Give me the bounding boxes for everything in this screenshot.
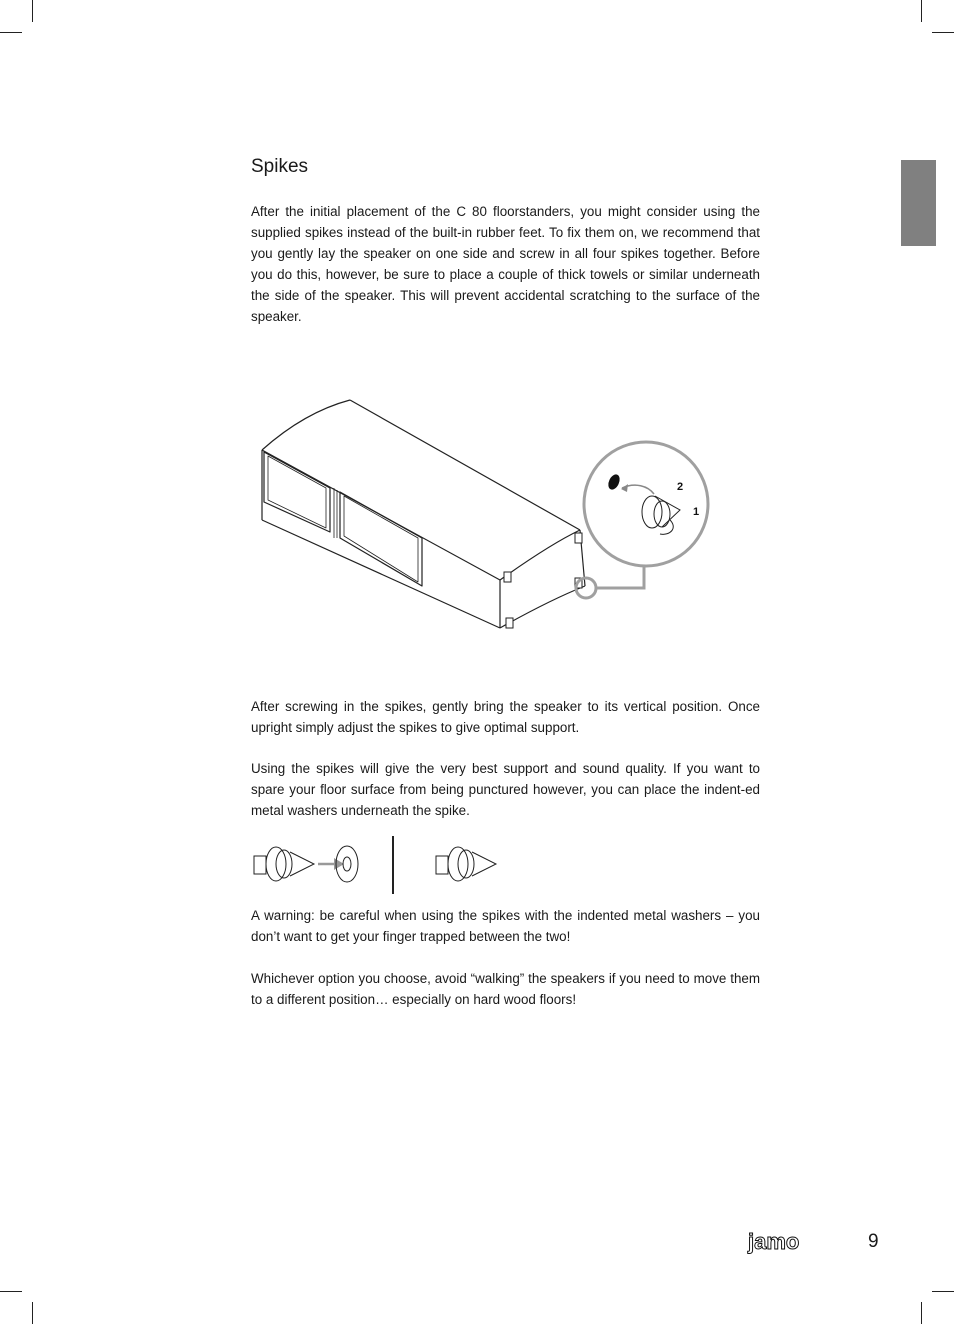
warning-paragraph: A warning: be careful when using the spikes with the indented metal washers – you don’t want to get your finger trapped between the two! xyxy=(251,908,760,944)
crop-mark xyxy=(932,32,954,33)
jamo-logo xyxy=(746,1230,828,1254)
section-tab xyxy=(901,160,936,246)
crop-mark xyxy=(921,0,922,22)
svg-text:jamo: jamo xyxy=(748,1230,800,1254)
spike-washer-illustration xyxy=(248,834,508,898)
crop-mark xyxy=(932,1291,954,1292)
walking-paragraph: Whichever option you choose, avoid “walking” the speakers if you need to move them to a different position… especially on hard wood floors! xyxy=(251,971,760,1007)
step-label-2: 2 xyxy=(677,481,684,493)
page-number: 9 xyxy=(868,1231,879,1252)
section-title: Spikes xyxy=(251,156,309,177)
after-screwing-paragraph: After screwing in the spikes, gently bring the speaker to its vertical position. Once upright simply adjust the spikes to give optimal support. xyxy=(251,699,760,735)
crop-mark xyxy=(32,0,33,22)
washers-paragraph: Using the spikes will give the very best support and sound quality. If you want to spare your floor surface from being punctured however, you can place the indent-ed metal washers underneath the spike. xyxy=(251,761,760,818)
intro-paragraph: After the initial placement of the C 80 floorstanders, you might consider using the supplied spikes instead of the built-in rubber feet. To fix them on, we recommend that you gently lay the speaker on one side and screw in all four spikes together. Before you do this, however, be sure to place a couple of thick towels or similar underneath the side of the speaker. This will prevent accidental scratching to the surface of the speaker. xyxy=(251,204,760,324)
crop-mark xyxy=(0,32,22,33)
crop-mark xyxy=(921,1302,922,1324)
crop-mark xyxy=(32,1302,33,1324)
crop-mark xyxy=(0,1291,22,1292)
speaker-spikes-illustration xyxy=(250,390,720,650)
step-label-1: 1 xyxy=(693,506,700,518)
